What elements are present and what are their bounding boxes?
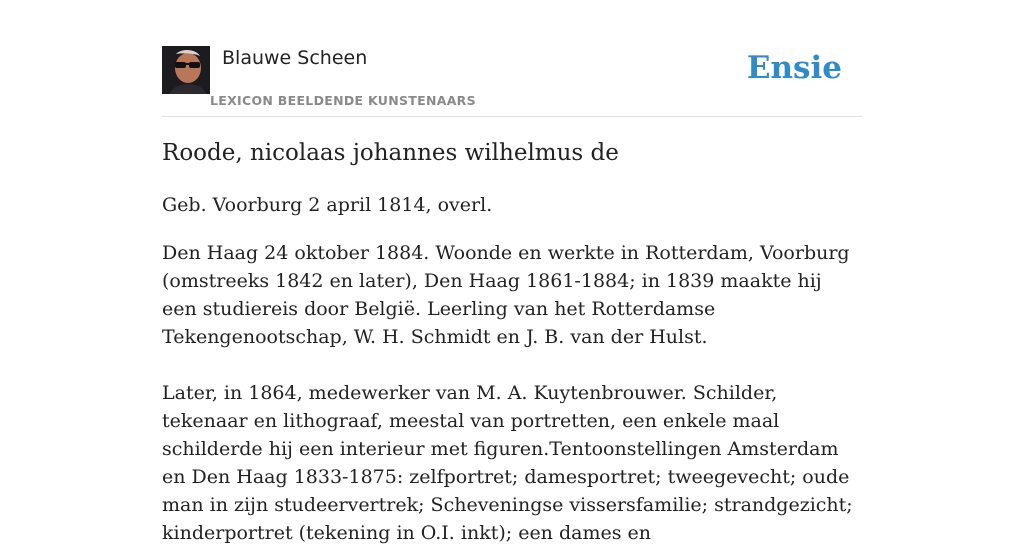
- article-paragraph: Later, in 1864, medewerker van M. A. Kuytenbrouwer. Schilder, tekenaar en lithograaf, meestal van portretten, een enkele maal schilderde hij een interieur met figuren.Tentoonstellingen Amsterdam en Den Haag 1833-1875: zelfportret; damesportret; tweegevecht; oude man in zijn studeervertrek; Scheveningse vissersfamilie; strandgezicht; kinderportret (tekening in O.I. inkt); een dames en: [162, 382, 853, 544]
- article-paragraph: Den Haag 24 oktober 1884. Woonde en werkte in Rotterdam, Voorburg (omstreeks 1842 en later), Den Haag 1861-1884; in 1839 maakte hij een studiereis door België. Leerling van het Rotterdamse Tekengenootschap, W. H. Schmidt en J. B. van der Hulst.: [162, 242, 850, 348]
- collection-label[interactable]: LEXICON BEELDENDE KUNSTENAARS: [210, 93, 476, 108]
- author-avatar[interactable]: [162, 46, 210, 94]
- author-name[interactable]: Blauwe Scheen: [222, 47, 368, 69]
- article-lead: Geb. Voorburg 2 april 1814, overl.: [162, 194, 493, 216]
- article-title: Roode, nicolaas johannes wilhelmus de: [162, 140, 619, 166]
- article-body: [162, 239, 862, 547]
- page-header: [162, 46, 862, 117]
- ensie-logo[interactable]: Ensie: [746, 50, 842, 86]
